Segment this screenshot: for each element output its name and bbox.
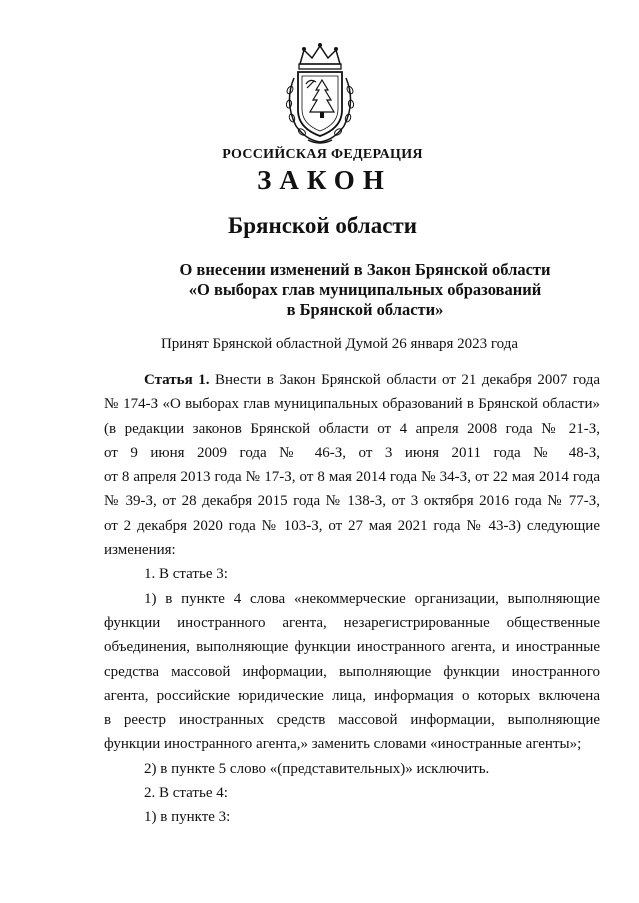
article-label: Статья 1. — [144, 372, 210, 388]
text-line: от 9 июня 2009 года № 46-З, от 3 июня 2011 года № 48-З, — [104, 444, 600, 461]
country-heading: РОССИЙСКАЯ ФЕДЕРАЦИЯ — [222, 147, 423, 162]
text-line: агента, российские юридические лица, информация о которых включена — [104, 687, 600, 704]
document-type-heading: ЗАКОН — [257, 165, 392, 195]
text-line: № 39-З, от 28 декабря 2015 года № 138-З, от 3 октября 2016 года № 77-З, — [104, 493, 600, 510]
item-2-heading: 2. В статье 4: — [144, 785, 228, 802]
text-line: (в редакции законов Брянской области от 4 апреля 2008 года № 21-З, — [104, 420, 600, 437]
text-line: от 8 апреля 2013 года № 17-З, от 8 мая 2014 года № 34-З, от 22 мая 2014 года — [104, 469, 600, 486]
item-1-2-paragraph: 2) в пункте 5 слово «(представительных)» исключить. — [144, 760, 490, 777]
text-line: 1) в пункте 4 слова «некоммерческие организации, выполняющие — [144, 590, 600, 607]
text-line: функции иностранного агента, незарегистрированные общественные — [104, 614, 600, 631]
item-2-1-paragraph: 1) в пункте 3: — [144, 809, 231, 826]
law-body — [104, 368, 600, 830]
law-title-line: в Брянской области» — [286, 300, 444, 319]
text-fragment: Внести в Закон Брянской области от 21 декабря 2007 года — [209, 372, 600, 388]
text-line: от 2 декабря 2020 года № 103-З, от 27 мая 2021 года № 43-З) следующие — [104, 517, 600, 534]
text-line: объединения, выполняющие функции иностранного агента, и иностранные — [104, 639, 600, 656]
text-line: изменения: — [104, 542, 176, 559]
text-line: средства массовой информации, выполняющие функции иностранного — [104, 663, 600, 680]
item-1-heading: 1. В статье 3: — [144, 566, 228, 583]
law-title-line: «О выборах глав муниципальных образований — [188, 280, 542, 299]
text-line: функции иностранного агента,» заменить словами «иностранные агенты»; — [104, 736, 582, 753]
law-title — [160, 260, 570, 320]
coat-of-arms-emblem — [278, 42, 362, 146]
text-line — [104, 368, 600, 392]
article-1-paragraph — [104, 368, 600, 562]
law-title-line: О внесении изменений в Закон Брянской области — [179, 260, 551, 279]
text-line: № 174-З «О выборах глав муниципальных образований в Брянской области» — [104, 396, 600, 413]
adoption-note: Принят Брянской областной Думой 26 января 2023 года — [160, 336, 519, 352]
region-heading: Брянской области — [228, 213, 417, 238]
item-1-1-paragraph — [104, 587, 600, 757]
text-line: в реестр иностранных средств массовой информации, выполняющие — [104, 712, 600, 729]
